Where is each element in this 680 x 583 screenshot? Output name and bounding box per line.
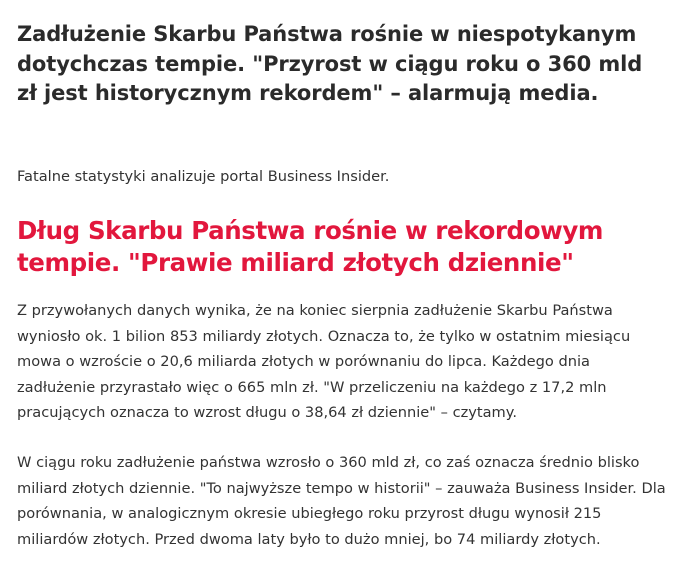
article-paragraph: Z przywołanych danych wynika, że na koniec sierpnia zadłużenie Skarbu Państwa wyniosło ok. 1 bilion 853 miliardy złotych. Oznacza to, że tylko w ostatnim miesiącu mowa o wzroście o 20,6 miliarda złotych w porównaniu do lipca. Każdego dnia zadłużenie przyrastało więc o 665 mln zł. "W przeliczeniu na każdego z 17,2 mln pracujących oznacza to wzrost długu o 38,64 zł dziennie" – czytamy. <box>17 302 631 421</box>
article-subheading: Dług Skarbu Państwa rośnie w rekordowym tempie. "Prawie miliard złotych dziennie" <box>17 216 604 277</box>
article-headline: Zadłużenie Skarbu Państwa rośnie w niespotykanym dotychczas tempie. "Przyrost w ciągu roku o 360 mld zł jest historycznym rekordem" – alarmują media. <box>17 22 643 105</box>
article-paragraph: W ciągu roku zadłużenie państwa wzrosło o 360 mld zł, co zaś oznacza średnio blisko miliard złotych dziennie. "To najwyższe tempo w historii" – zauważa Business Insider. Dla porównania, w analogicznym okresie ubiegłego roku przyrost długu wynosił 215 miliardów złotych. Przed dwoma laty było to dużo mniej, bo 74 miliardy złotych. <box>17 454 666 548</box>
article-lead: Fatalne statystyki analizuje portal Business Insider. <box>17 168 390 185</box>
